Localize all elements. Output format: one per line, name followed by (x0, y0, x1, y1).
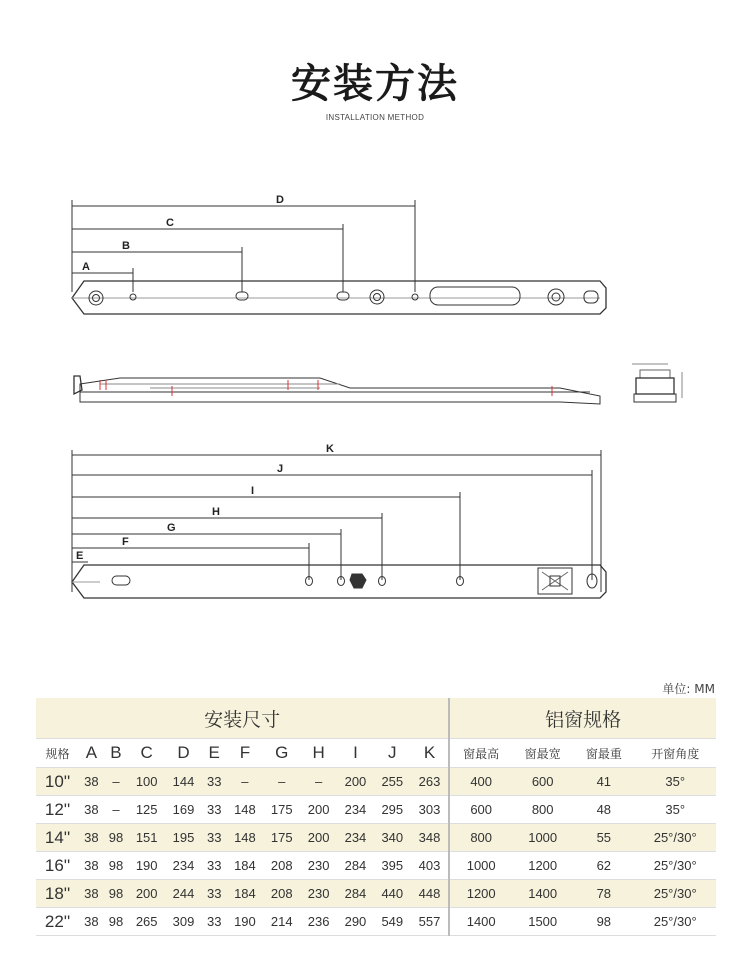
dim-label-g: G (167, 522, 176, 534)
dim-cell: 234 (337, 796, 374, 824)
dim-label-d: D (276, 194, 284, 206)
dim-cell: 284 (337, 880, 374, 908)
window-cell: 25°/30° (634, 824, 716, 852)
dim-cell: 265 (128, 908, 165, 936)
dim-cell: 184 (227, 852, 264, 880)
dim-cell: 98 (104, 908, 129, 936)
dim-cell: – (300, 768, 337, 796)
dim-cell: 33 (202, 796, 227, 824)
dim-cell: 549 (374, 908, 411, 936)
dim-cell: 230 (300, 880, 337, 908)
dim-cell: 395 (374, 852, 411, 880)
table-row (36, 908, 716, 936)
window-cell: 1200 (449, 880, 512, 908)
hinge-bottom-view (72, 450, 606, 598)
hinge-top-view (72, 200, 606, 314)
dim-label-h: H (212, 506, 220, 518)
window-cell: 800 (512, 796, 573, 824)
dim-cell: – (104, 768, 129, 796)
dim-label-j: J (277, 463, 284, 475)
dim-cell: 100 (128, 768, 165, 796)
row-size: 14'' (36, 824, 79, 852)
row-size: 18'' (36, 880, 79, 908)
spec-table (36, 698, 716, 936)
window-cell: 48 (573, 796, 634, 824)
header-dim-5: F (227, 739, 264, 768)
window-cell: 1000 (449, 852, 512, 880)
header-window-0: 窗最高 (449, 739, 512, 768)
row-size: 10'' (36, 768, 79, 796)
dim-cell: 403 (411, 852, 450, 880)
dim-cell: 184 (227, 880, 264, 908)
header-window-3: 开窗角度 (634, 739, 716, 768)
dim-cell: 448 (411, 880, 450, 908)
dim-cell: 348 (411, 824, 450, 852)
dim-label-b: B (122, 240, 130, 252)
dim-cell: 200 (300, 796, 337, 824)
dim-cell: 557 (411, 908, 450, 936)
dim-cell: 200 (128, 880, 165, 908)
dim-cell: – (227, 768, 264, 796)
window-cell: 78 (573, 880, 634, 908)
dim-cell: 151 (128, 824, 165, 852)
dim-label-k: K (326, 443, 334, 455)
header-dim-7: H (300, 739, 337, 768)
dim-cell: 33 (202, 824, 227, 852)
header-window-1: 窗最宽 (512, 739, 573, 768)
unit-label: 单位: MM (662, 682, 715, 696)
table-row (36, 852, 716, 880)
window-cell: 25°/30° (634, 852, 716, 880)
page-title: 安装方法 (291, 61, 459, 107)
dim-cell: 33 (202, 908, 227, 936)
dim-cell: 244 (165, 880, 202, 908)
dim-label-i: I (251, 485, 255, 497)
table-row (36, 880, 716, 908)
dim-label-c: C (166, 217, 174, 229)
window-cell: 35° (634, 796, 716, 824)
dim-cell: 38 (79, 880, 104, 908)
dim-cell: 38 (79, 796, 104, 824)
dim-cell: 284 (337, 852, 374, 880)
dim-cell: 148 (227, 796, 264, 824)
spec-table-body (36, 768, 716, 936)
window-cell: 600 (512, 768, 573, 796)
header-dim-1: B (104, 739, 129, 768)
dim-cell: 38 (79, 768, 104, 796)
dim-cell: 208 (263, 880, 300, 908)
dim-cell: 340 (374, 824, 411, 852)
window-cell: 1400 (449, 908, 512, 936)
dim-cell: 214 (263, 908, 300, 936)
column-header-row (36, 739, 716, 768)
dim-cell: 125 (128, 796, 165, 824)
dim-label-a: A (82, 261, 90, 273)
dim-cell: 290 (337, 908, 374, 936)
window-cell: 55 (573, 824, 634, 852)
window-cell: 600 (449, 796, 512, 824)
dim-cell: 255 (374, 768, 411, 796)
group-window-spec: 铝窗规格 (449, 698, 716, 739)
dim-cell: 175 (263, 796, 300, 824)
dim-cell: 98 (104, 852, 129, 880)
dim-cell: 234 (165, 852, 202, 880)
header-dim-10: K (411, 739, 450, 768)
header-dim-6: G (263, 739, 300, 768)
dim-cell: 148 (227, 824, 264, 852)
window-cell: 25°/30° (634, 908, 716, 936)
dim-cell: 200 (300, 824, 337, 852)
table-row (36, 796, 716, 824)
dim-label-f: F (122, 536, 129, 548)
dim-cell: 208 (263, 852, 300, 880)
dim-cell: 144 (165, 768, 202, 796)
dim-cell: 169 (165, 796, 202, 824)
window-cell: 1400 (512, 880, 573, 908)
dim-cell: 200 (337, 768, 374, 796)
dim-cell: 195 (165, 824, 202, 852)
row-size: 22'' (36, 908, 79, 936)
dim-cell: 303 (411, 796, 450, 824)
dim-cell: 33 (202, 852, 227, 880)
table-row (36, 824, 716, 852)
dim-cell: 98 (104, 824, 129, 852)
window-cell: 35° (634, 768, 716, 796)
group-header-row (36, 698, 716, 739)
dim-cell: 38 (79, 908, 104, 936)
window-cell: 41 (573, 768, 634, 796)
row-size: 16'' (36, 852, 79, 880)
window-cell: 1500 (512, 908, 573, 936)
dim-cell: 295 (374, 796, 411, 824)
page-subtitle: INSTALLATION METHOD (325, 113, 425, 122)
header-dim-9: J (374, 739, 411, 768)
group-install-size: 安装尺寸 (36, 698, 449, 739)
window-cell: 1000 (512, 824, 573, 852)
dim-label-e: E (76, 550, 84, 562)
dim-cell: – (104, 796, 129, 824)
dim-cell: 33 (202, 880, 227, 908)
header-dim-8: I (337, 739, 374, 768)
window-cell: 400 (449, 768, 512, 796)
row-size: 12'' (36, 796, 79, 824)
dim-cell: 38 (79, 824, 104, 852)
dim-cell: 230 (300, 852, 337, 880)
header-dim-2: C (128, 739, 165, 768)
dim-cell: 263 (411, 768, 450, 796)
dim-cell: 98 (104, 880, 129, 908)
window-cell: 98 (573, 908, 634, 936)
dim-cell: 33 (202, 768, 227, 796)
window-cell: 800 (449, 824, 512, 852)
header-window-2: 窗最重 (573, 739, 634, 768)
dim-cell: 309 (165, 908, 202, 936)
header-dim-3: D (165, 739, 202, 768)
window-cell: 62 (573, 852, 634, 880)
dim-cell: 175 (263, 824, 300, 852)
dim-cell: 234 (337, 824, 374, 852)
hinge-side-view (74, 364, 682, 404)
table-row (36, 768, 716, 796)
header-dim-4: E (202, 739, 227, 768)
dim-cell: 236 (300, 908, 337, 936)
window-cell: 25°/30° (634, 880, 716, 908)
header-dim-0: A (79, 739, 104, 768)
window-cell: 1200 (512, 852, 573, 880)
dim-cell: – (263, 768, 300, 796)
header-spec: 规格 (36, 739, 79, 768)
dim-cell: 38 (79, 852, 104, 880)
dim-cell: 190 (227, 908, 264, 936)
dim-cell: 440 (374, 880, 411, 908)
dim-cell: 190 (128, 852, 165, 880)
